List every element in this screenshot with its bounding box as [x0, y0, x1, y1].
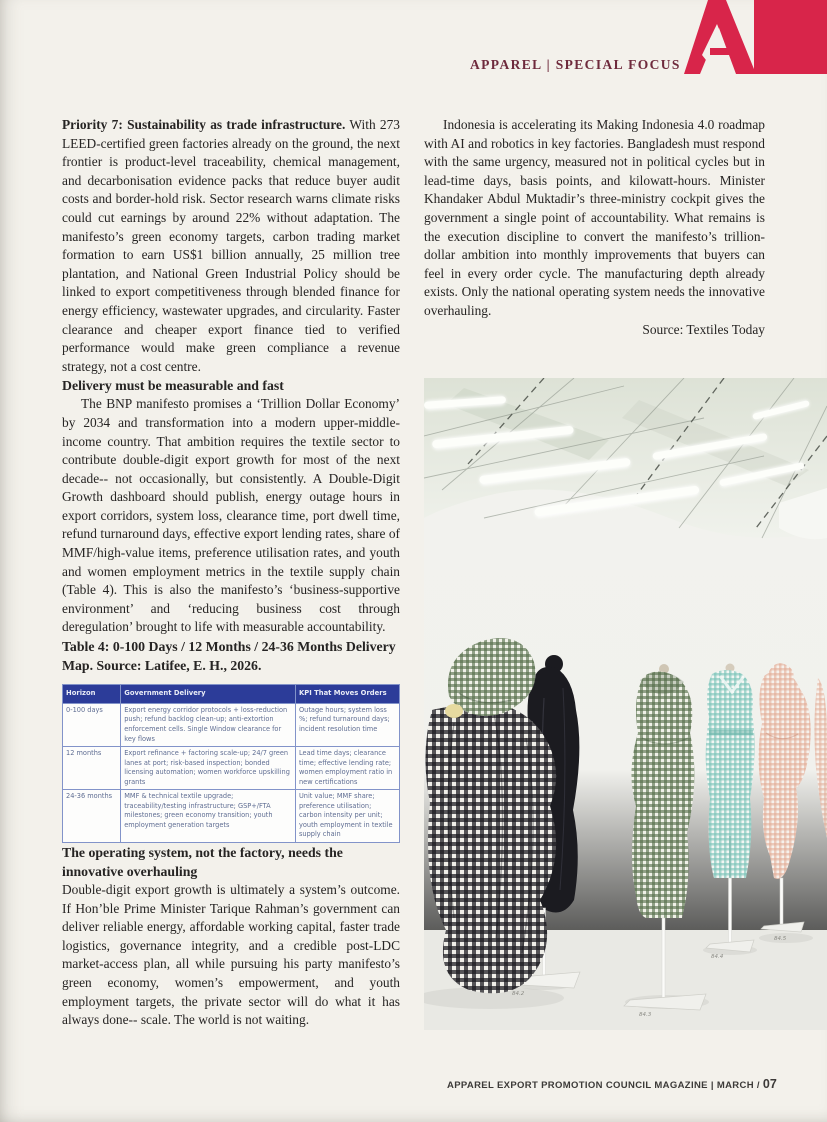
paragraph-delivery: The BNP manifesto promises a ‘Trillion Dollar Economy’ by 2034 and transformation into a modern upper-middle-income country. That ambition requires the textile sector to contribute double-digit export growth for most of the next decade-- not occasionally, but consistently. A Double-Digit Growth dashboard should publish, energy outage hours in export corridors, system loss, clearance time, port dwell time, refund turnaround days, effective export lending rates, share of MMF/high-value items, preference utilisation rates, and youth and women employment metrics in the textile supply chain (Table 4). This is also the manifesto’s ‘business-supportive environment’ and ‘reducing business cost through deregulation’ brought to life with measurable accountability. — [62, 396, 400, 635]
table-header-horizon: Horizon — [63, 685, 121, 704]
floor-label: 84.2 — [512, 991, 525, 997]
heading-delivery: Delivery must be measurable and fast — [62, 378, 284, 394]
page-footer — [447, 1077, 777, 1091]
table-header-kpi: KPI That Moves Orders — [295, 685, 399, 704]
table-cell: Unit value; MMF share; preference utilisation; carbon intensity per unit; youth employment in textile supply chain — [295, 790, 399, 843]
table-cell: Outage hours; system loss %; refund turnaround days; incident resolution time — [295, 703, 399, 746]
table-row — [63, 790, 400, 843]
section-label: APPAREL | SPECIAL FOCUS — [470, 57, 681, 72]
paragraph-body: With 273 LEED-certified green factories already on the ground, the next frontier is product-level traceability, chemical management, and decarbonisation evidence packs that reduce buyer audit costs and border-hold risk. Sector research warns climate risks could cut earnings by around 22% without adaptation. The manifesto’s green economy targets, carbon trading market formation to earn US$1 billion annually, 25 million tree plantation, and National Green Industrial Policy should be linked to export competitiveness through blended finance for energy efficiency, wastewater upgrades, and circularity. Faster clearance and cheaper export finance tied to verified performance would make green compliance a revenue strategy, not a cost centre. — [62, 117, 400, 374]
table-caption: Table 4: 0-100 Days / 12 Months / 24-36 Months Delivery Map. Source: Latifee, E. H., 2026. — [62, 639, 396, 674]
heading-operating-system: The operating system, not the factory, needs the innovative overhauling — [62, 844, 343, 879]
table-cell: 24-36 months — [63, 790, 121, 843]
delivery-table-body — [63, 703, 400, 842]
page-number: 07 — [762, 1077, 777, 1091]
floor-label: 84.4 — [711, 954, 724, 960]
table-cell: 12 months — [63, 747, 121, 790]
footer-magazine-label: APPAREL EXPORT PROMOTION COUNCIL MAGAZINE | MARCH / — [447, 1080, 760, 1091]
left-column — [62, 116, 400, 1030]
table-cell: Export refinance + factoring scale-up; 24/7 green lanes at port; risk-based inspection; bonded licensing automation; women workforce upskilling grants — [121, 747, 296, 790]
gallery-photo-illustration — [424, 378, 827, 1030]
table-header-row — [63, 685, 400, 704]
table-header-government-delivery: Government Delivery — [121, 685, 296, 704]
logo-block — [754, 0, 827, 74]
table-row — [63, 703, 400, 746]
delivery-map-table — [62, 684, 400, 843]
mannequin-gallery-photo — [424, 378, 827, 1030]
table-row — [63, 747, 400, 790]
logo-letter-crossbar — [710, 48, 736, 55]
floor-label: 84.5 — [774, 936, 787, 942]
floor-label: 84.3 — [639, 1012, 652, 1018]
table-cell: MMF & technical textile upgrade; traceability/testing infrastructure; GSP+/FTA milestones; green economy transition; youth employment generation targets — [121, 790, 296, 843]
source-credit: Source: Textiles Today — [642, 321, 765, 337]
table-cell: Lead time days; clearance time; effective lending rate; women employment ratio in new certifications — [295, 747, 399, 790]
paragraph-indonesia: Indonesia is accelerating its Making Indonesia 4.0 roadmap with AI and robotics in key factories. Bangladesh must respond with the same urgency, measured not in political cycles but in lead-time days, basis points, and kilowatt-hours. Minister Khandaker Abdul Muktadir’s three-ministry cockpit gives the government a single point of accountability. What remains is the execution discipline to convert the manifesto’s trillion-dollar ambition into monthly improvements that buyers can feel in every order cycle. The manufacturing depth already exists. Only the national operating system needs the innovative overhauling. — [424, 117, 765, 318]
right-column — [424, 116, 765, 339]
paragraph-priority7 — [62, 116, 400, 376]
paragraph-operating-system: Double-digit export growth is ultimately a system’s outcome. If Hon’ble Prime Minister Tarique Rahman’s government can deliver reliable energy, affordable working capital, faster trade logistics, governance integrity, and a credible post-LDC market-access plan, all while pursuing his party manifesto’s green economy, women’s empowerment, and youth employment targets, the private sector will do what it has always done-- scale. The world is not waiting. — [62, 881, 400, 1028]
apparel-a-logo-icon — [680, 0, 827, 86]
paragraph-lead: Priority 7: Sustainability as trade infrastructure. — [62, 117, 346, 132]
table-cell: 0-100 days — [63, 703, 121, 746]
table-cell: Export energy corridor protocols + loss-reduction push; refund backlog clean-up; anti-extortion enforcement cells. Single Window clearance for key flows — [121, 703, 296, 746]
